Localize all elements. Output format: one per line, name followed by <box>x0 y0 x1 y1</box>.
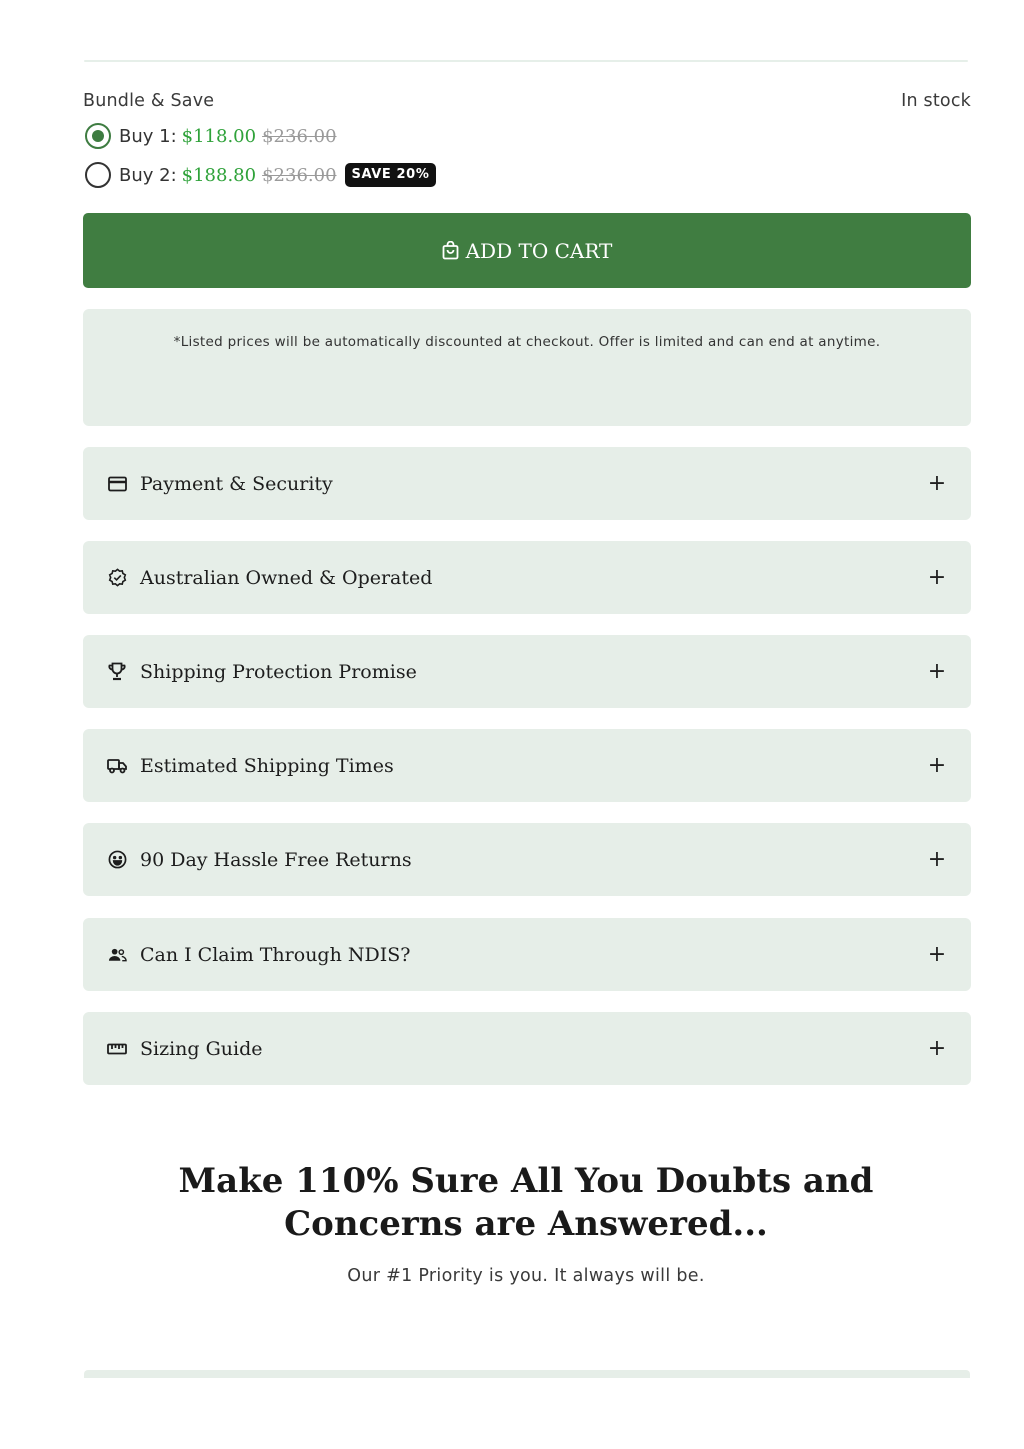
accordion-payment-security[interactable] <box>83 447 971 520</box>
section-heading: Make 110% Sure All You Doubts and Concerns are Answered... <box>178 1161 874 1244</box>
top-divider <box>84 60 968 62</box>
section-subheading: Our #1 Priority is you. It always will be. <box>347 1266 705 1286</box>
trophy-icon <box>107 662 127 682</box>
discount-notice <box>83 309 971 426</box>
option-price: $118.00 <box>181 125 257 147</box>
discount-notice-text: *Listed prices will be automatically discounted at checkout. Offer is limited and can end at anytime. <box>173 334 881 350</box>
expand-plus-icon[interactable]: + <box>927 658 947 684</box>
add-to-cart-label: ADD TO CART <box>465 238 613 263</box>
option-price: $188.80 <box>181 164 257 186</box>
ruler-icon <box>107 1039 127 1059</box>
expand-plus-icon[interactable]: + <box>927 846 947 872</box>
expand-plus-icon[interactable]: + <box>927 564 947 590</box>
accordion-sizing-guide[interactable] <box>83 1012 971 1085</box>
accordion-title: Australian Owned & Operated <box>140 566 433 589</box>
accordion-australian-owned[interactable] <box>83 541 971 614</box>
shopping-bag-icon <box>442 241 459 260</box>
add-to-cart-button[interactable] <box>83 213 971 288</box>
option-compare-price: $236.00 <box>262 164 337 186</box>
next-section-edge <box>84 1370 970 1378</box>
accordion-title: Payment & Security <box>140 472 333 495</box>
accordion-shipping-protection[interactable] <box>83 635 971 708</box>
accordion-title: Sizing Guide <box>140 1037 263 1060</box>
radio-selected-icon[interactable] <box>85 123 111 149</box>
accordion-title: Shipping Protection Promise <box>140 660 417 683</box>
credit-card-icon <box>107 474 127 494</box>
accordion-returns[interactable] <box>83 823 971 896</box>
expand-plus-icon[interactable]: + <box>927 941 947 967</box>
accordion-ndis[interactable] <box>83 918 971 991</box>
option-label: Buy 1: <box>119 125 177 147</box>
accordion-title: 90 Day Hassle Free Returns <box>140 848 412 871</box>
delivery-truck-icon <box>107 756 127 776</box>
expand-plus-icon[interactable]: + <box>927 470 947 496</box>
option-label: Buy 2: <box>119 164 177 186</box>
expand-plus-icon[interactable]: + <box>927 1035 947 1061</box>
accordion-title: Can I Claim Through NDIS? <box>140 943 411 966</box>
bundle-heading: Bundle & Save <box>83 91 215 111</box>
smiley-face-icon <box>107 850 127 870</box>
option-compare-price: $236.00 <box>262 125 337 147</box>
bundle-option-buy-1[interactable] <box>85 121 345 151</box>
save-badge: SAVE 20% <box>345 163 437 187</box>
stock-status: In stock <box>901 91 971 111</box>
radio-unselected-icon[interactable] <box>85 162 111 188</box>
people-icon <box>107 945 127 965</box>
verified-badge-icon <box>107 568 127 588</box>
accordion-shipping-times[interactable] <box>83 729 971 802</box>
accordion-title: Estimated Shipping Times <box>140 754 394 777</box>
expand-plus-icon[interactable]: + <box>927 752 947 778</box>
bundle-header <box>83 88 971 114</box>
bundle-option-buy-2[interactable] <box>85 160 436 190</box>
